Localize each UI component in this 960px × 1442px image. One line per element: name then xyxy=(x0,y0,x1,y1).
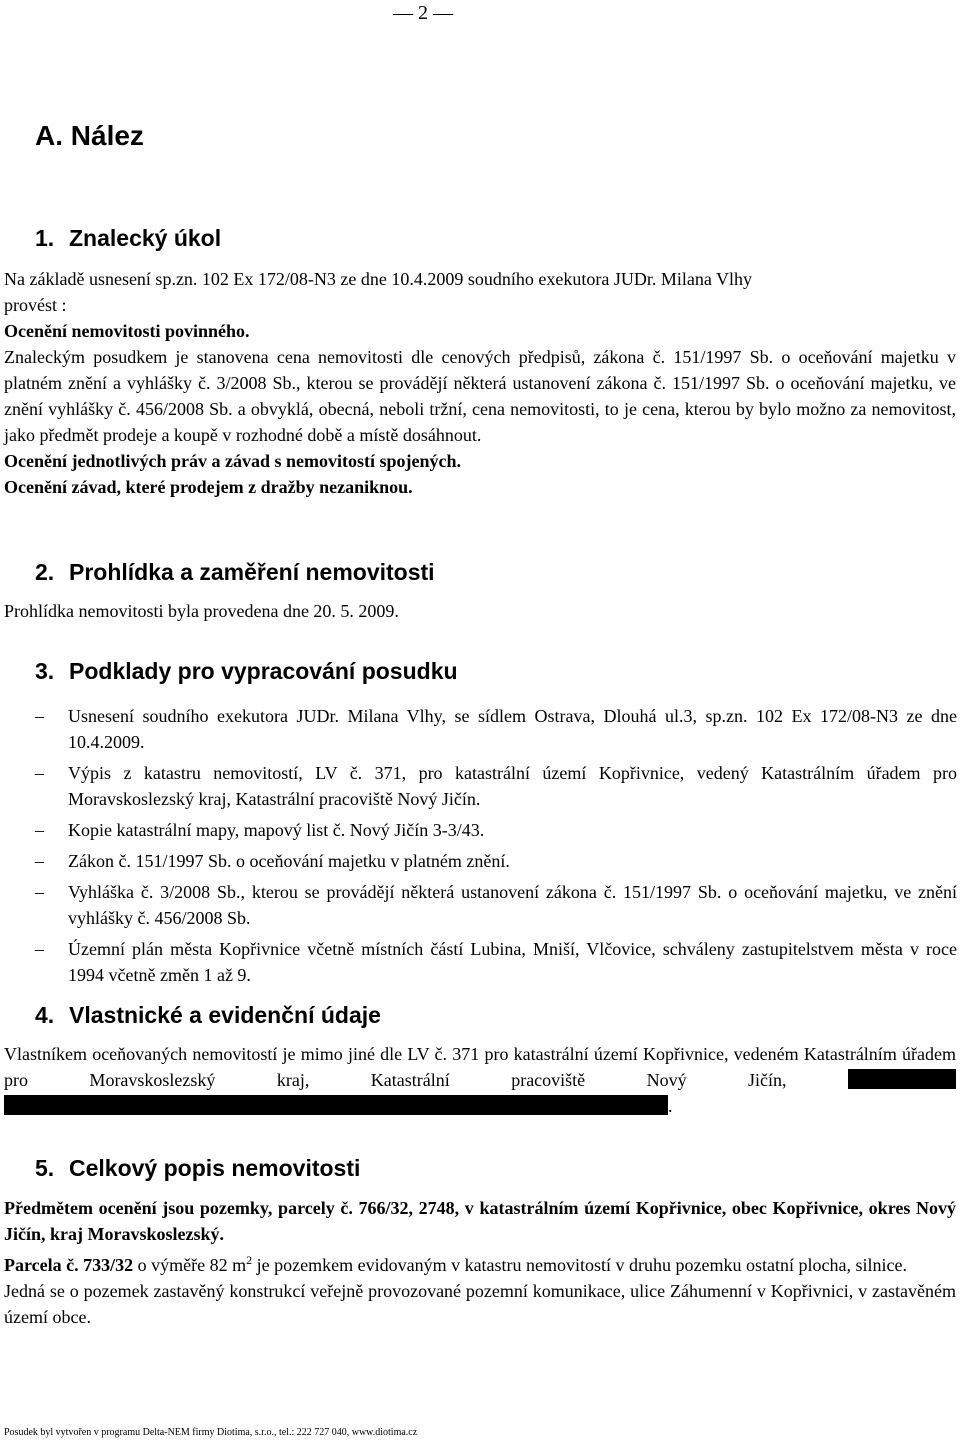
paragraph: Jedná se o pozemek zastavěný konstrukcí veřejně provozované pozemní komunikace, ulice Záhumenní v Kopřivnici, v zastavěném území obce. xyxy=(4,1281,956,1327)
section-4-body xyxy=(4,1041,956,1119)
section-number: 4. xyxy=(35,1002,55,1028)
text-line: provést : xyxy=(4,295,67,315)
source-documents-list xyxy=(35,703,957,993)
section-number: 3. xyxy=(35,658,55,684)
bold-line: Ocenění závad, které prodejem z dražby nezaniknou. xyxy=(4,477,413,497)
section-title: Podklady pro vypracování posudku xyxy=(69,658,458,684)
section-title: Celkový popis nemovitosti xyxy=(69,1155,361,1181)
section-title: Vlastnické a evidenční údaje xyxy=(69,1002,381,1028)
redaction-bar xyxy=(848,1069,956,1089)
section-heading-4 xyxy=(35,1002,381,1029)
section-heading-2 xyxy=(35,559,435,586)
section-heading-5 xyxy=(35,1155,360,1182)
dash-bullet: – xyxy=(35,939,44,959)
redaction-bar xyxy=(4,1095,668,1115)
parcel-label: Parcela č. 733/32 xyxy=(4,1255,134,1275)
section-heading-1 xyxy=(35,225,221,252)
section-title: Znalecký úkol xyxy=(69,225,222,251)
section-number: 1. xyxy=(35,225,55,251)
text-line: Na základě usnesení sp.zn. 102 Ex 172/08-N3 ze dne 10.4.2009 soudního exekutora JUDr. Milana Vlhy xyxy=(4,269,753,289)
list-item: – Územní plán města Kopřivnice včetně místních částí Lubina, Mniší, Vlčovice, schváleny zastupitelstvem města v roce 1994 včetně změn 1 až 9. xyxy=(35,936,957,988)
parcel-paragraph: Parcela č. 733/32 o výměře 82 $m^2$ je pozemkem evidovaným v katastru nemovitostí v druhu pozemku ostatní plocha, silnice. xyxy=(4,1253,907,1275)
paragraph: Znaleckým posudkem je stanovena cena nemovitosti dle cenových předpisů, zákona č. 151/1997 Sb. o oceňování majetku v platném znění a vyhlášky č. 3/2008 Sb., kterou se provádějí některá ustanovení zákona č. 151/1997 Sb. o oceňování majetku, ve znění vyhlášky č. 456/2008 Sb. a obvyklá, obecná, neboli tržní, cena nemovitosti, to je cena, kterou by bylo možno za nemovitost, jako předmět prodeje a koupě v rozhodné době a místě dosáhnout. xyxy=(4,347,956,445)
section-title: Prohlídka a zaměření nemovitosti xyxy=(69,559,435,585)
superscript: 2 xyxy=(246,1253,253,1267)
section-number: 2. xyxy=(35,559,55,585)
section-number: 5. xyxy=(35,1155,55,1181)
section-5-body xyxy=(4,1195,956,1330)
bold-paragraph: Předmětem ocenění jsou pozemky, parcely č. 766/32, 2748, v katastrálním území Kopřivnice, obec Kopřivnice, okres Nový Jičín, kraj Moravskoslezský. xyxy=(4,1198,956,1244)
bold-line: Ocenění jednotlivých práv a závad s nemovitostí spojených. xyxy=(4,451,461,471)
list-item: – Kopie katastrální mapy, mapový list č. Nový Jičín 3-3/43. xyxy=(35,817,957,843)
dash-bullet: – xyxy=(35,851,44,871)
paragraph: Prohlídka nemovitosti byla provedena dne 20. 5. 2009. xyxy=(4,601,399,621)
dash-bullet: – xyxy=(35,763,44,783)
paragraph: Vlastníkem oceňovaných nemovitostí je mimo jiné dle LV č. 371 pro katastrální území Kopřivnice, vedeném Katastrálním úřadem pro Moravskoslezský kraj, Katastrální pracoviště Nový Jičín, xyxy=(4,1044,956,1090)
list-item: – Zákon č. 151/1997 Sb. o oceňování majetku v platném znění. xyxy=(35,848,957,874)
section-1-body xyxy=(4,266,956,500)
page-title: A. Nález xyxy=(35,120,144,151)
section-heading-3 xyxy=(35,658,458,685)
list-item: – Usnesení soudního exekutora JUDr. Milana Vlhy, se sídlem Ostrava, Dlouhá ul.3, sp.zn. 102 Ex 172/08-N3 ze dne 10.4.2009. xyxy=(35,703,957,755)
page-number: — 2 — xyxy=(393,2,453,24)
bold-line: Ocenění nemovitosti povinného. xyxy=(4,321,250,341)
list-item: – Vyhláška č. 3/2008 Sb., kterou se provádějí některá ustanovení zákona č. 151/1997 Sb. o oceňování majetku, ve znění vyhlášky č. 456/2008 Sb. xyxy=(35,879,957,931)
dash-bullet: – xyxy=(35,706,44,726)
sentence-end: . xyxy=(668,1096,673,1116)
dash-bullet: – xyxy=(35,820,44,840)
section-2-body xyxy=(4,598,956,624)
list-item: – Výpis z katastru nemovitostí, LV č. 371, pro katastrální území Kopřivnice, vedený Katastrálním úřadem pro Moravskoslezský kraj, Katastrální pracoviště Nový Jičín. xyxy=(35,760,957,812)
footer-note: Posudek byl vytvořen v programu Delta-NEM firmy Diotima, s.r.o., tel.: 222 727 040, www.diotima.cz xyxy=(4,1427,418,1438)
dash-bullet: – xyxy=(35,882,44,902)
